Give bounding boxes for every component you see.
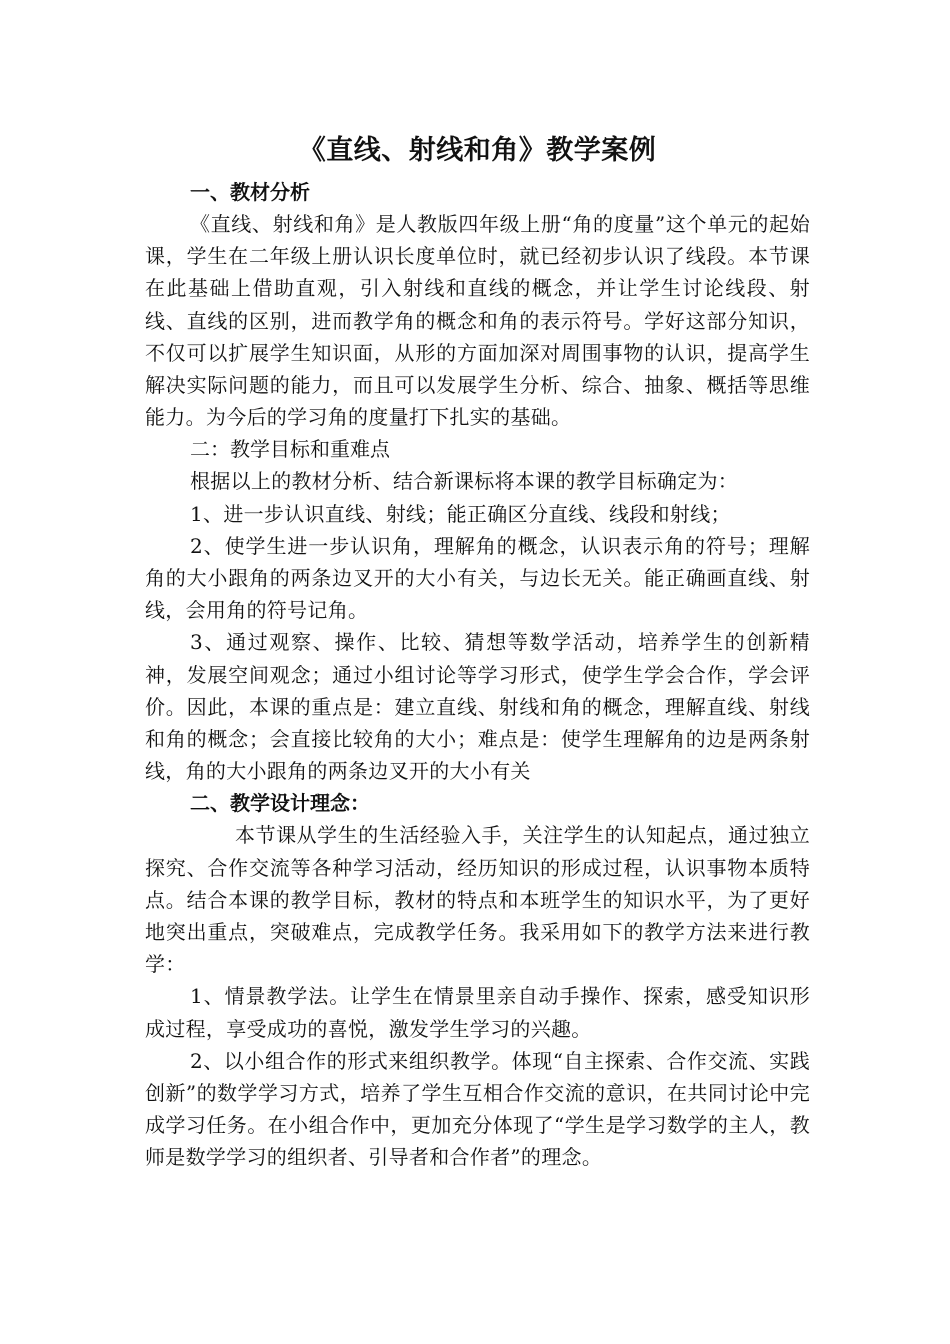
paragraph-goal-2: 2、使学生进一步认识角，理解角的概念，认识表示角的符号；理解角的大小跟角的两条边叉开的大小有关，与边长无关。能正确画直线、射线，会用角的符号记角。: [145, 533, 810, 623]
paragraph-goal-1: 1、进一步认识直线、射线；能正确区分直线、线段和射线；: [190, 501, 731, 526]
document-body: [145, 128, 810, 1174]
section-heading-design-concept: 二、教学设计理念：: [190, 791, 370, 816]
paragraph-method-1: 1、情景教学法。让学生在情景里亲自动手操作、探索，感受知识形成过程，享受成功的喜悦，激发学生学习的兴趣。: [145, 984, 810, 1041]
paragraph-goal-3: 3、通过观察、操作、比较、猜想等数学活动，培养学生的创新精神，发展空间观念；通过小组讨论等学习形式，使学生学会合作，学会评价。因此，本课的重点是：建立直线、射线和角的概念，理解直线、射线和角的概念；会直接比较角的大小；难点是：使学生理解角的边是两条射线，角的大小跟角的两条边叉开的大小有关: [145, 630, 810, 784]
paragraph-design-concept: 本节课从学生的生活经验入手，关注学生的认知起点，通过独立探究、合作交流等各种学习活动，经历知识的形成过程，认识事物本质特点。结合本课的教学目标，教材的特点和本班学生的知识水平，为了更好地突出重点，突破难点，完成教学任务。我采用如下的教学方法来进行教学：: [145, 823, 810, 977]
paragraph-goals-intro: 根据以上的教材分析、结合新课标将本课的教学目标确定为：: [190, 469, 739, 494]
document-title: 《直线、射线和角》教学案例: [298, 135, 657, 166]
paragraph-method-2: 2、以小组合作的形式来组织教学。体现“自主探索、合作交流、实践创新”的数学学习方式，培养了学生互相合作交流的意识，在共同讨论中完成学习任务。在小组合作中，更加充分体现了“学生是学习数学的主人，教师是数学学习的组织者、引导者和合作者”的理念。: [145, 1048, 810, 1170]
section-heading-material-analysis: 一、教材分析: [190, 180, 310, 204]
paragraph-material-analysis: 《直线、射线和角》是人教版四年级上册“角的度量”这个单元的起始课，学生在二年级上册认识长度单位时，就已经初步认识了线段。本节课在此基础上借助直观，引入射线和直线的概念，并让学生讨论线段、射线、直线的区别，进而教学角的概念和角的表示符号。学好这部分知识，不仅可以扩展学生知识面，从形的方面加深对周围事物的认识，提高学生解决实际问题的能力，而且可以发展学生分析、综合、抽象、概括等思维能力。为今后的学习角的度量打下扎实的基础。: [145, 212, 810, 430]
section-heading-goals: 二：教学目标和重难点: [190, 437, 390, 462]
